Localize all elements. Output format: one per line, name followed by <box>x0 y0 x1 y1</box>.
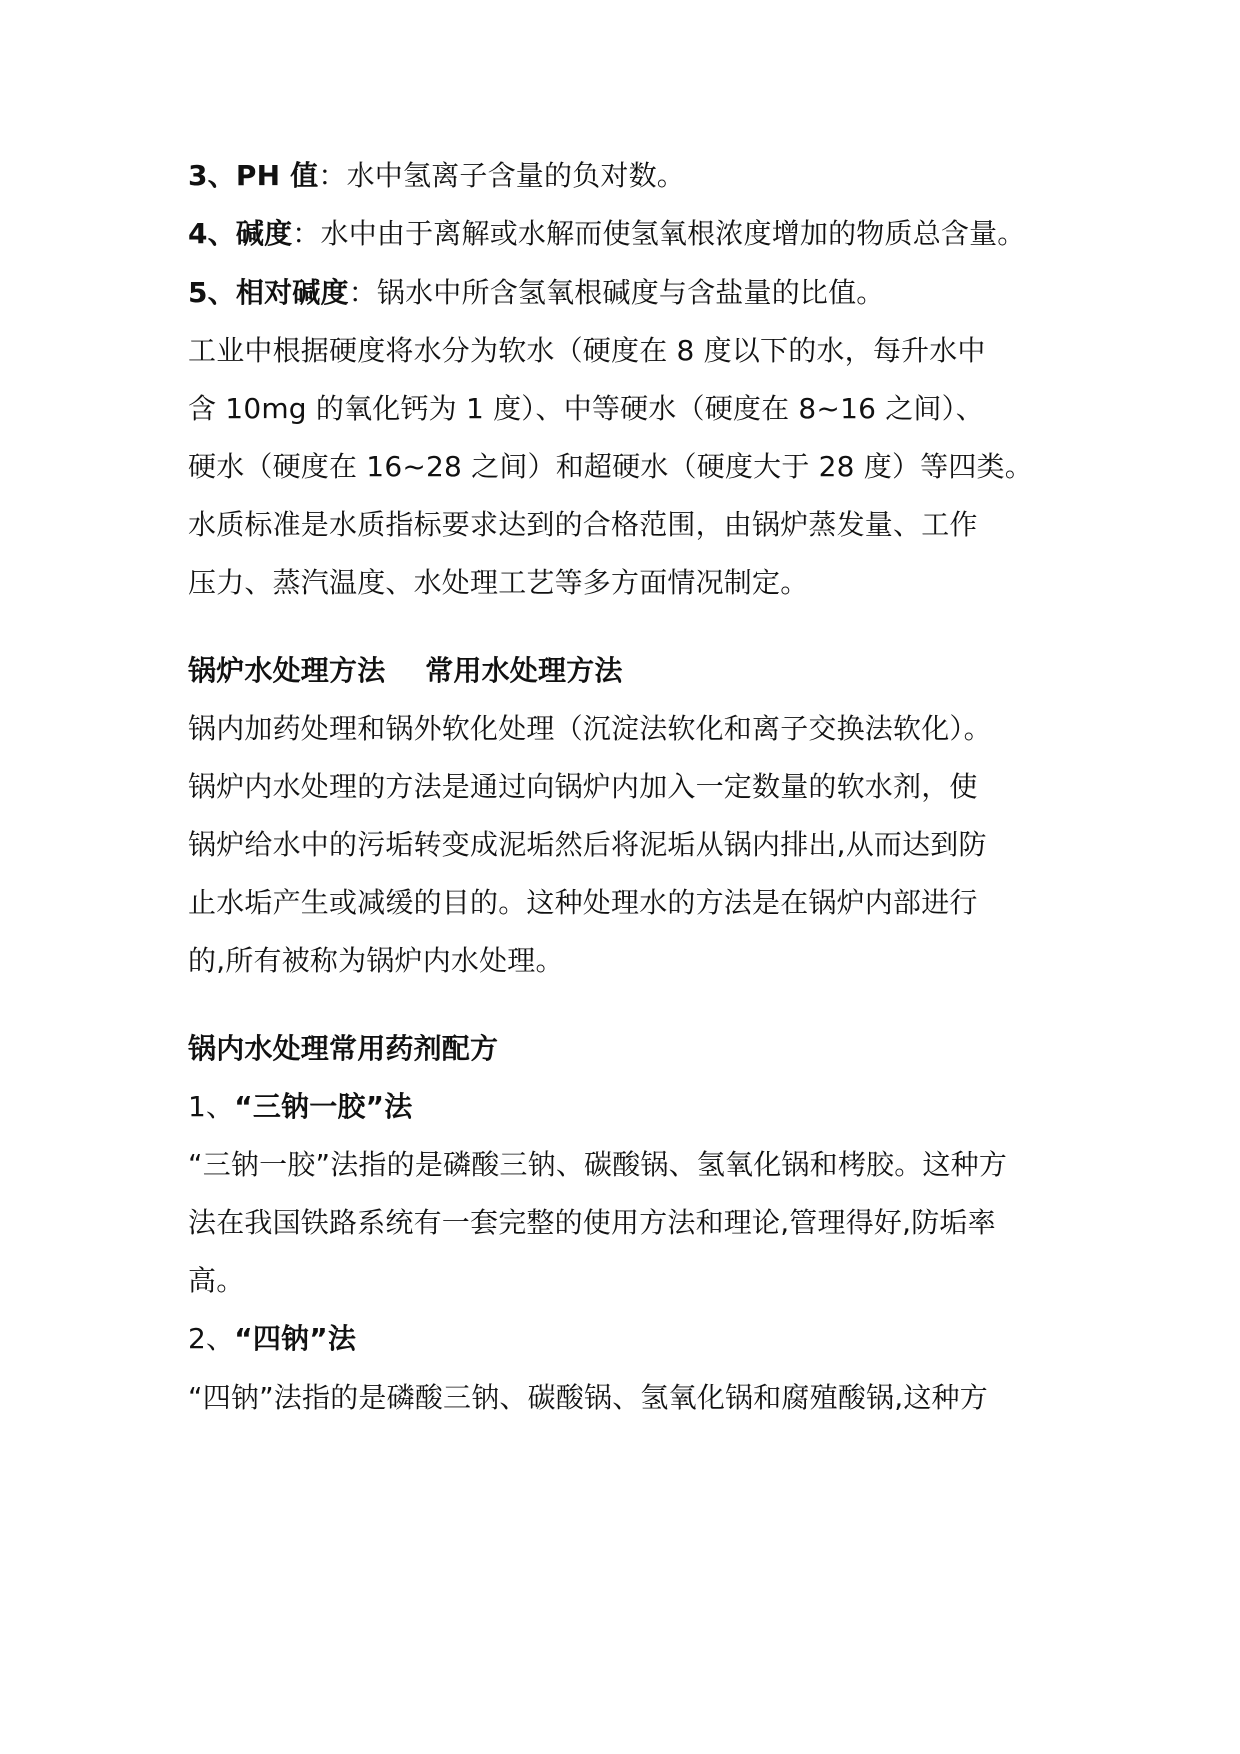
paragraph-line: 硬水（硬度在 16~28 之间）和超硬水（硬度大于 28 度）等四类。 <box>188 450 1033 483</box>
paragraph-line: “三钠一胶”法指的是磷酸三钠、碳酸锅、氢氧化锅和栲胶。这种方 <box>188 1148 1008 1181</box>
paragraph-line: 高。 <box>188 1264 245 1297</box>
method-heading <box>188 1319 1068 1359</box>
paragraph-line: “四钠”法指的是磷酸三钠、碳酸锅、氢氧化锅和腐殖酸锅,这种方 <box>188 1381 988 1414</box>
definition-text: 水中由于离解或水解而使氢氧根浓度增加的物质总含量。 <box>320 217 1026 250</box>
method-number: 1、 <box>188 1090 235 1123</box>
paragraph-line: 锅炉给水中的污垢转变成泥垢然后将泥垢从锅内排出,从而达到防 <box>188 828 987 861</box>
section-heading: 锅炉水处理方法 常用水处理方法 <box>188 654 623 687</box>
definition-text: 锅水中所含氢氧根碱度与含盐量的比值。 <box>376 276 885 309</box>
paragraph-line: 水质标准是水质指标要求达到的合格范围，由锅炉蒸发量、工作 <box>188 508 978 541</box>
paragraph-line: 的,所有被称为锅炉内水处理。 <box>188 944 564 977</box>
paragraph-line: 工业中根据硬度将水分为软水（硬度在 8 度以下的水，每升水中 <box>188 334 986 367</box>
method-name: “三钠一胶”法 <box>234 1090 413 1123</box>
definition-ph <box>188 156 1068 196</box>
definition-colon: ： <box>348 276 377 309</box>
paragraph-line: 压力、蒸汽温度、水处理工艺等多方面情况制定。 <box>188 566 809 599</box>
method-number: 2、 <box>188 1322 235 1355</box>
definition-term: 5、相对碱度 <box>188 276 349 309</box>
paragraph-line: 止水垢产生或减缓的目的。这种处理水的方法是在锅炉内部进行 <box>188 886 978 919</box>
definition-relative-alkalinity <box>188 273 1068 313</box>
definition-alkalinity <box>188 214 1068 254</box>
definition-text: 水中氢离子含量的负对数。 <box>346 159 685 192</box>
method-name: “四钠”法 <box>234 1322 357 1355</box>
method-heading <box>188 1087 1068 1127</box>
definition-colon: ： <box>318 159 347 192</box>
paragraph-line: 锅内加药处理和锅外软化处理（沉淀法软化和离子交换法软化）。 <box>188 712 992 745</box>
section-heading: 锅内水处理常用药剂配方 <box>188 1032 499 1065</box>
paragraph-line: 锅炉内水处理的方法是通过向锅炉内加入一定数量的软水剂，使 <box>188 770 978 803</box>
paragraph-line: 法在我国铁路系统有一套完整的使用方法和理论,管理得好,防垢率 <box>188 1206 996 1239</box>
paragraph-line: 含 10mg 的氧化钙为 1 度）、中等硬水（硬度在 8~16 之间）、 <box>188 392 985 425</box>
definition-colon: ： <box>292 217 321 250</box>
definition-term: 4、碱度 <box>188 217 293 250</box>
definition-term: 3、PH 值 <box>188 159 319 192</box>
